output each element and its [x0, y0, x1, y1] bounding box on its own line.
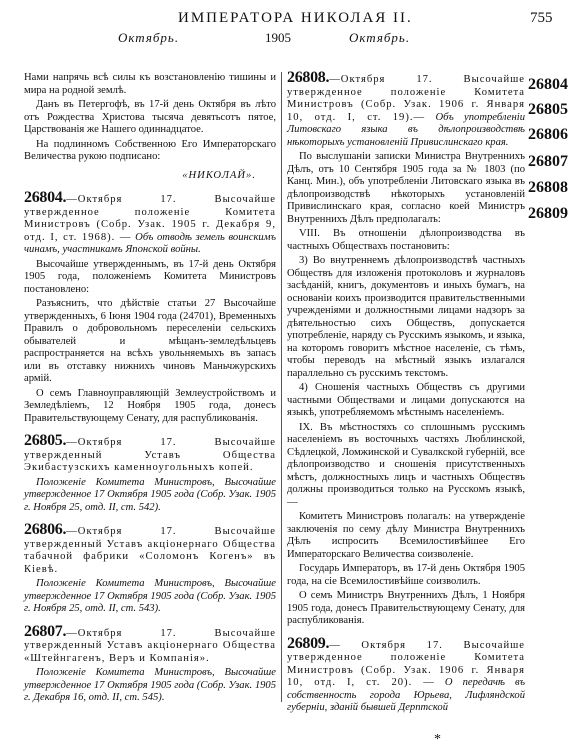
entry-paragraph: О семъ Министръ Внутреннихъ Дѣлъ, 1 Ноября 1905 года, донесъ Правительствующему Сенату, для распубликованія. [287, 590, 525, 626]
entry-number: 26808. [287, 69, 330, 86]
manifesto-given: Данъ въ Петергофѣ, въ 17-й день Октября въ лѣто отъ Рождества Христова тысяча девятьсотъ пятое, Царствованія же Нашего одиннадцатое. [24, 99, 276, 135]
entry-paragraph: Разъяснить, что дѣйствіе статьи 27 Высочайше утвержденныхъ, 6 Іюня 1904 года (24701), Временныхъ Правилъ о добровольномъ переселеніи сельскихъ обывателей и мѣщанъ-земледѣльцевъ распространяется на всѣхъ увольняемыхъ въ запасъ или въ отставку нижнихъ чиновъ Маньчжурскихъ армій. [24, 298, 276, 384]
entry-subject: О передачѣ въ собственность города Юрьева, Лифляндской губерніи, зданій бывшей Дерптской [287, 677, 525, 713]
month-left: Октябрь. [118, 30, 180, 45]
imperial-signature: «НИКОЛАЙ». [182, 169, 256, 181]
entry-paragraph: О семъ Главноуправляющій Землеустройствомъ и Земледѣліемъ, 12 Ноября 1905 года, донесъ Правительствующему Сенату, для распубликованія. [24, 387, 276, 424]
margin-number: 26804 [528, 76, 568, 93]
month-right: Октябрь. [349, 30, 411, 45]
column-divider [281, 72, 282, 702]
entry-paragraph: VIII. Въ отношеніи дѣлопроизводства въ частныхъ Обществахъ постановить: [287, 228, 525, 252]
entry-reference: Положеніе Комитета Министровъ, Высочайше утвержденное 17 Октября 1905 года (Собр. Узак. 1905 г. Ноября 25, отд. II, ст. 542). [24, 476, 277, 513]
entry-heading: — Октября 17. Высочайше утвержденное положеніе Комитета Министровъ (Собр. Узак. 1906 г. Января 10, отд. I, ст. 20). — [287, 639, 525, 688]
entry-paragraph: 3) Во внутреннемъ дѣлопроизводствѣ частныхъ Обществъ для изложенія протоколовъ и журналовъ засѣданій, книгъ, документовъ и иныхъ бумагъ, на основаніи коихъ производится правительственными учрежденіями и должностными лицами надзоръ за дѣятельностью сихъ Обществъ, допускается употребленіе, наряду съ Русскимъ языкомъ, и языка, на которомъ говоритъ мѣстное населеніе, съ тѣмъ, чтобы переводъ на мѣстный языкъ излагался параллельно съ русскимъ текстомъ. [287, 255, 525, 379]
entry-number: 26807. [24, 622, 67, 640]
signature-mark: * [434, 732, 441, 747]
entry-heading: —Октября 17. Высочайше утвержденный Уставъ Общества Экибастузскихъ каменноугольныхъ копей. [24, 437, 276, 473]
entry-heading: —Октября 17. Высочайше утвержденный Уставъ акціонернаго Общества табачной фабрики «Соломонъ Когенъ» въ Кіевѣ. [24, 526, 276, 575]
entry-number: 26806. [24, 521, 67, 538]
entry-paragraph: 4) Сношенія частныхъ Обществъ съ другими частными Обществами и лицами допускаются на языкѣ, употребляемомъ мѣстнымъ населеніемъ. [287, 382, 525, 418]
entry-reference: Положеніе Комитета Министровъ, Высочайше утвержденное 17 Октября 1905 года (Собр. Узак. 1905 г. Декабря 16, отд. II, ст. 545). [24, 667, 277, 703]
entry-paragraph: Государь Императоръ, въ 17-й день Октября 1905 года, на сіе Всемилостивѣйше соизволилъ. [287, 563, 525, 587]
entry-26809 [287, 634, 525, 715]
entry-number: 26805. [24, 432, 67, 449]
margin-number: 26805 [528, 101, 568, 118]
entry-subject: Объ употребленіи Литовскаго языка въ дѣлопроизводствѣ нѣкоторыхъ установленій Привислинскаго края. [287, 111, 526, 148]
entry-number: 26809. [287, 634, 330, 652]
entry-reference: Положеніе Комитета Министровъ, Высочайше утвержденное 17 Октября 1905 года (Собр. Узак. 1905 г. Ноября 25, отд. II, ст. 543). [24, 578, 277, 614]
left-column [24, 72, 276, 707]
margin-number: 26809 [528, 205, 568, 222]
entry-heading: —Октября 17. Высочайше утвержденное положеніе Комитета Министровъ (Собр. Узак. 1905 г. Декабря 9, отд. I, ст. 1968). — [24, 194, 276, 243]
manifesto-continuation: Нами напрячь всѣ силы къ возстановленію тишины и мира на родной землѣ. [24, 72, 276, 96]
entry-paragraph: IX. Въ мѣстностяхъ со сплошнымъ русскимъ населеніемъ въ восточныхъ частяхъ Люблинской, Сѣдлецкой, Ломжинской и Сувалкской губерній, все дѣлопроизводство и сношенія присутственныхъ мѣстъ, должностныхъ лицъ и частныхъ Обществъ должны производиться только на Русскомъ языкѣ, — [287, 421, 525, 508]
entry-paragraph: По выслушаніи записки Министра Внутреннихъ Дѣлъ, отъ 10 Сентября 1905 года за № 1803 (по Канц. Мин.), объ употребленіи Литовскаго языка въ дѣлопроизводствѣ нѣкоторыхъ установленій Привислинскаго края, согласно коей Министръ Внутреннихъ Дѣлъ предполагалъ: [287, 151, 525, 225]
entry-paragraph: Комитетъ Министровъ полагалъ: на утвержденіе заключенія по сему дѣлу Министра Внутреннихъ Дѣлъ испросить Всемилостивѣйшее Его Императорскаго Величества соизволеніе. [287, 511, 525, 560]
entry-paragraph: Высочайше утвержденнымъ, въ 17-й день Октября 1905 года, положеніемъ Комитета Министровъ постановлено: [24, 258, 276, 295]
entry-heading: —Октября 17. Высочайше утвержденное положеніе Комитета Министровъ (Собр. Узак. 1906 г. Января 10, отд. I, ст. 19).— [287, 74, 525, 123]
entry-26805 [24, 432, 277, 514]
entry-26806 [24, 521, 277, 616]
entry-number: 26804. [24, 189, 67, 206]
year: 1905 [265, 30, 291, 45]
margin-number: 26806 [528, 126, 568, 143]
running-title: ИМПЕРАТОРА НИКОЛАЯ II. [178, 10, 413, 26]
entry-26804 [24, 189, 276, 425]
page-number: 755 [530, 10, 553, 26]
margin-number: 26808 [528, 179, 568, 196]
entry-heading: —Октября 17. Высочайше утвержденный Уставъ акціонернаго Общества «Штейнгагенъ, Веръ и Компанія». [24, 627, 276, 664]
entry-26807 [24, 622, 277, 705]
page-header [0, 8, 586, 45]
entry-26808 [287, 69, 526, 628]
manifesto-original-note: На подлинномъ Собственною Его Императорскаго Величества рукою подписано: [24, 138, 276, 162]
right-column [287, 69, 526, 717]
entry-subject: Объ отводѣ земель воинскимъ чинамъ, участникамъ Японской войны. [24, 231, 276, 255]
margin-number: 26807 [528, 153, 568, 170]
